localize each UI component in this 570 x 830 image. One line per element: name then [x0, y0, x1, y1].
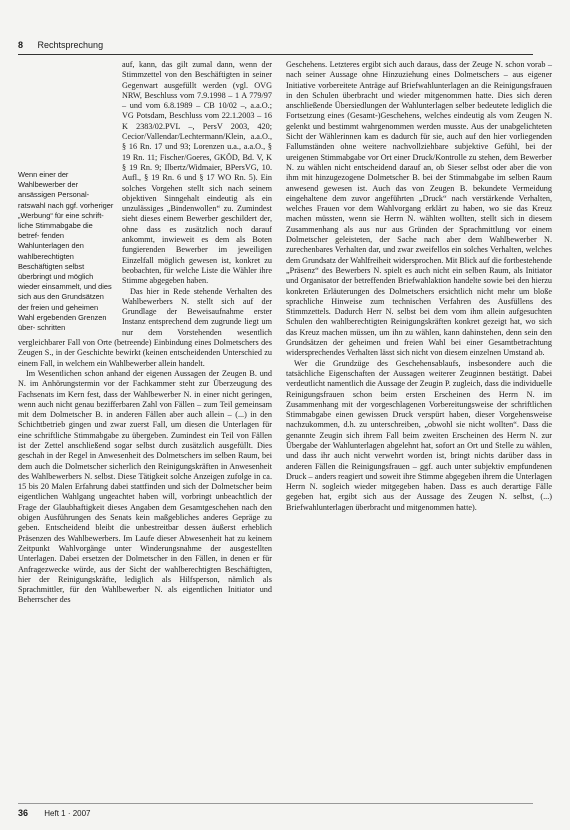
right-column: [286, 60, 552, 513]
left-column: [18, 60, 272, 606]
header-section-title: Rechtsprechung: [37, 40, 104, 50]
left-paragraph-3: Im Wesentlichen schon anhand der eigenen Aussagen der Zeugen B. und N. im Anhörungstermin vor der Fachkammer steht zur Überzeugung des Fachsenats im Kern fest, dass der Wahlbewerber N. in einer nicht geringen, wenn auch nicht genau bezifferbaren Zahl von Fällen – zum Teil gemeinsam mit dem Dolmetscher B. in anderen Fällen aber auch allein – (...) in den Schichtbetrieb gingen und zwar zuerst Fall, um diesen die Unterlagen für eine schriftliche Stimmabgabe zu übergeben. Zumindest ein Teil von Fällen ist der Zettel anschließend sogar selbst durch zusätzlich ausgefüllt. Dies geschah in der Regel in Anwesenheit des Dolmetschers im selben Raum, bei dem auch die Dolmetscher sicherlich den Reinigungskräften in Anwesenheit des Wahlbewerbers N. selbst. Diese Tätigkeit solche Anzeigen zufolge in ca. 15 bis 20 Malen Erfahrung dabei stattfinden und sich der Dolmetscher beim eigentlichen Wahlgang ungeachtet haben will, vorbringt unbeachtlich der Frage der Glaubhaftigkeit dieses Angaben dem Gesamtgeschehen nach den obigen Ausführungen des Senats kein maßgebliches anderes Gepräge zu geben. Entscheidend bleibt die unbestreitbar dessen äußerst erheblich Präsenzen des Wahlbewerbers. Im Laufe dieser Abwesenheit hat zu keinem Zeitpunkt Wahlvorgänge unter Winderungsnahme der ausgestellten Unterlagen. Dabei ersetzen der Dolmetscher in den Fällen, in denen er für Anfragezwecke würde, aus der Sicht der wahlberechtigten Beschäftigten, hier der Reinigungskräfte, lediglich als Hilfsperson, nämlich als Sprachmittler, für den Wahlbewerber N. als eigentlichen Initiator und Beherrscher des: [18, 368, 272, 605]
headnote-sidebar: Wenn einer der Wahlbewerber der ansässigen Personal- ratswahl nach ggf. vorheriger „Werbung“ für eine schrift- liche Stimmabgabe die betref- fenden Wahlunterlagen den wahlberechtigten Beschäftigten selbst überbringt und möglich wieder einsammelt, und dies sich aus den Grundsätzen der freien und geheimen Wahl ergebenden Grenzen über- schritten: [18, 170, 114, 333]
left-paragraph-2: Das hier in Rede stehende Verhalten des Wahlbewerbers N. stellt sich auf der Grundlage der Beweisaufnahme erster Instanz entsprechend dem zugrunde liegt um nur dem Vorstehenden wesentlich vergleichbarer Fall von Orte (betreende) Einbindung eines Dolmetschers des Zeugen S., in der Geschichte bewirkt (keinen entscheidenden Unterschied zu einem Fall, in welchem ein Wahlbewerber allein handelt.: [18, 286, 272, 368]
right-paragraph-1: Geschehens. Letzteres ergibt sich auch daraus, dass der Zeuge N. schon vorab – nach seiner Aussage ohne Hinzuziehung eines Dolmetschers – aus eigener Initiative vorbereitete Anträge auf Briefwahlunterlagen an die Reinigungsfrauen in den Schulen überbracht und wieder mitgenommen hatte. Dies sich deren anschließende Übersiedlungen der Wahlunterlagen selber bedeutete lediglich die Fortsetzung eines (Gesamt-)Geschehens, welches eindeutig als vom Zeugen N. gelenkt und bestimmt wahrgenommen werden musste. Aus der unabgelichteten Sicht der Wählerinnen kam es dadurch für sie, auch auf den hier vorliegenden Fallumständen ohne weitere nachvollziehbare subjektive Gefühl, bei der ureigenen Stimmabgabe vor Ort einer Druck/Kontrolle zu stehen, dem Bewerber N. zu wählen nicht entscheidend darauf an, ob Sieser selbst oder aber die von ihm mit hinzugezogene Dolmetscher B. bei der Stimmabgabe im selben Raum anwesend gewesen ist. Auch das von Zeugen B. bekundete Vermeidung eingehaltene dem zuvor angeführten „Druck“ nach verstärkende Verhalten, welches Frauen vor dem Wahlvorgang erklärt zu haben, wo sie das Kreuz machen müssten, wenn sie Herrn N. wählten wollten, stellt sich in diesem Zusammenhang als aus nur aus Gründen der Sprachmittlung vor einem Dolmetscher geleisteten, der Sache nach aber dem Wahlbewerber N. zurechenbares Verhalten dar, und zwar zweifellos ein solches Verhalten, welches dem Grundsatz der Wahlfreiheit widersprochen. Mit Blick auf die fortbestehende „Präsenz“ des Bewerbers N. spielt es auch nicht ein selben Raum, als Initiator und Organisator der betreffenden Briefwahlaktion handelte sowie bei den hierzu konkreten Erläuterungen des Dolmetschers ersichtlich nicht mehr um bloße sprachliche Hinweise zum technischen Verfahren des Ausfüllens des Stimmzettels. Dadurch Herr N. selbst bei dem vom ihm allein aufgesuchten Schulen den wahlberechtigten Reinigungskräften konkret gezeigt hat, wo sich das Kreuz machen müssen, um ihn zu wählen, kann dahinstehen, denn sein den Grundsätzen der geheimen und freien Wahl bei einer Gesamtbetrachtung widersprechendes Verhalten lässt sich nicht von diesem einzelnen Umstand ab.: [286, 60, 552, 358]
running-header: [18, 38, 533, 52]
footer-issue: Heft 1 · 2007: [44, 809, 91, 818]
footer-page-number: 36: [18, 808, 29, 818]
footer-rule: [18, 803, 533, 804]
running-footer: [18, 806, 533, 820]
header-rule: [18, 54, 533, 55]
left-paragraph-1: auf, kann, das gilt zumal dann, wenn der Stimmzettel von den Beschäftigten in seiner Gegenwart ausgefüllt werden (vgl. OVG NRW, Beschluss vom 7.9.1998 – 1 A 779/97 – und vom 6.8.1989 – CB 10/02 –, a.a.O.; VG Potsdam, Beschluss vom 22.1.2003 – 16 K 2383/02.PVL –, PersV 2003, 420; Cecior/Vallendar/Lechtermann/Klein, a.a.O., § 16 Rn. 17 und 93; Lorenzen u.a., a.a.O., § 19 Rn. 11; Fischer/Goeres, GKÖD, Bd. V, K § 19 Rn. 9; Ilbertz/Widmaier, BPersVG, 10. Aufl., § 19 Rn. 6 und § 17 WO Rn. 5). Ein solches Vorgehen stellt sich nach seinem objektiven Sinngehalt eindeutig als ein unzulässiges „Bindenwollen“ zu. Zumindest sieht dieses einem Bewerber geschildert der, ohne dass es zusätzlich noch darauf ankommt, inwieweit es dem als Boten fungierenden Bewerber im jeweiligen Einzelfall möglich gewesen ist, konkret zu beobachten, für welche Liste die Wähler ihre Stimme abgegeben haben.: [122, 60, 272, 286]
right-paragraph-2: Wer die Grundzüge des Geschehensablaufs, insbesondere auch die tatsächliche Eigenschaften der Aussagen weiterer Zeuginnen bestätigt. Dabei verdeutlicht namentlich die Aussage der Zeugin P. zugleich, dass die individuelle Reinigungsfrauen schon beim ersten Erscheinen des Herrn N. im Zusammenhang mit der vorgeschlagenen Vorbereitungsweise der schriftlichen Stimmabgabe einen gewissen Druck verspürt haben, dieser Vorgehensweise nachzukommen, d.h. zu unterschreiben, „obwohl sie nicht wollten“. Dass die genannte Zeugin sich ihrem Fall beim zweiten Erscheinen des Herrn N. zur Übergabe der Wahlunterlagen abgelehnt hat, sofort an Ort und Stelle zu wählen, und dass ihr auch nicht verwehrt worden ist, bringt nichts darüber dass in anderen Fällen die Reinigungsfrauen – ggf. auch unter subjektiv empfundenen Druck – anders reagiert und soweit ihre Stimme abgegeben ihrem die Unterlagen Herrn N. sogleich wieder mitgegeben haben. Dass es auch derartige Fälle gegeben hat, ergibt sich aus der Aussage des Zeugen N. selbst, (...) Briefwahlunterlagen überbracht und mitgenommen hatte).: [286, 358, 552, 512]
header-page-label: 8: [18, 40, 24, 50]
